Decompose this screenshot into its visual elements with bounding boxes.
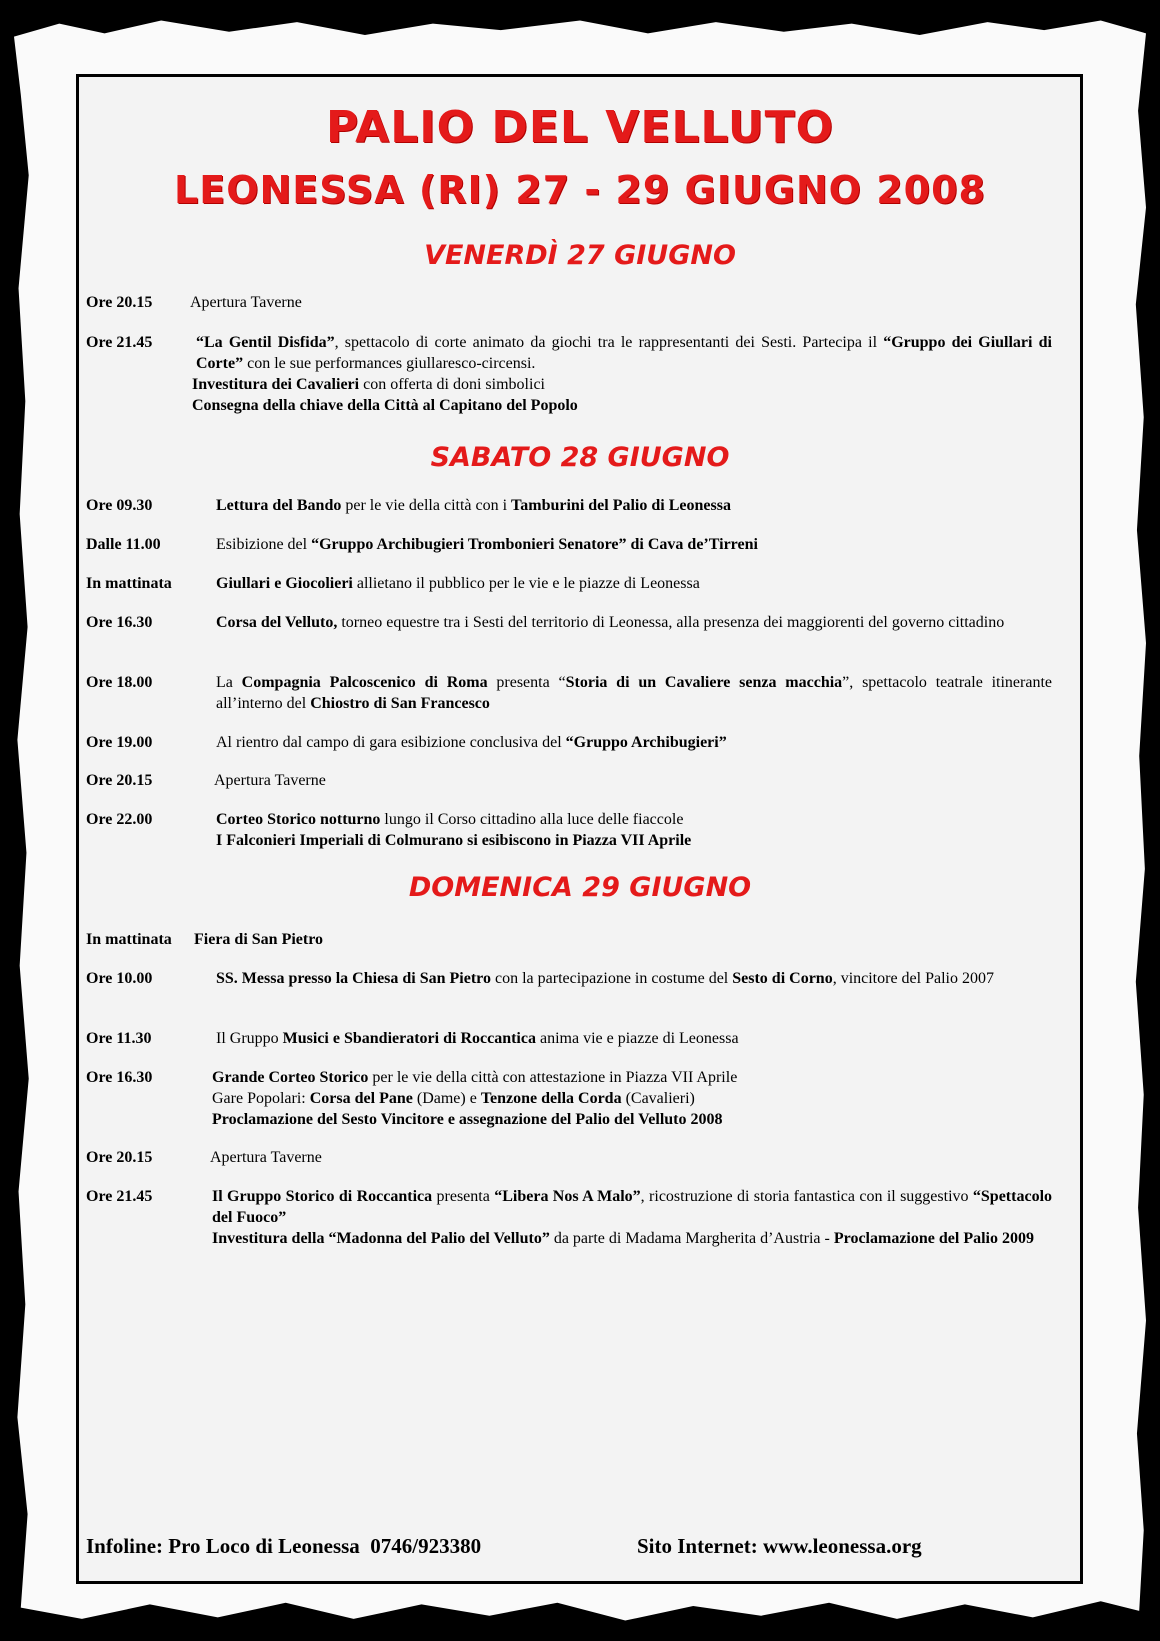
event-text: presenta — [432, 1188, 495, 1205]
event-text: ”, spettacolo teatrale itinerante all’interno del — [216, 674, 1053, 712]
event-highlight: Consegna della chiave della Città al Capitano del Popolo — [192, 397, 578, 414]
event-time: Ore 16.30 — [86, 1069, 153, 1086]
event-text: lungo il Corso cittadino alla luce delle fiaccole — [380, 811, 684, 828]
event-time: Ore 21.45 — [86, 334, 153, 351]
event-text: con la partecipazione in costume del — [491, 970, 733, 987]
event-time: Ore 18.00 — [86, 674, 153, 691]
footer — [86, 1534, 1046, 1559]
event-time: Ore 11.30 — [86, 1030, 152, 1047]
event-text: Apertura Taverne — [190, 294, 302, 311]
event-highlight: “La Gentil Disfida” — [196, 334, 335, 351]
event-time: Ore 22.00 — [86, 811, 153, 828]
event-highlight: Corsa del Pane — [309, 1090, 413, 1107]
event-time: Ore 16.30 — [86, 614, 153, 631]
event-time: Ore 10.00 — [86, 970, 153, 987]
event-highlight: Investitura della “Madonna del Palio del Velluto” — [212, 1230, 550, 1247]
event-highlight: Musici e Sbandieratori di Roccantica — [282, 1030, 536, 1047]
event-highlight: Sesto di Corno — [732, 970, 833, 987]
event-highlight: I Falconieri Imperiali di Colmurano si esibiscono in Piazza VII Aprile — [216, 832, 692, 849]
event-time: Dalle 11.00 — [86, 536, 161, 553]
event-text: con le sue performances giullaresco-circensi. — [243, 355, 536, 372]
event-highlight: Proclamazione del Palio 2009 — [833, 1230, 1034, 1247]
event-highlight: Investitura dei Cavalieri — [192, 376, 360, 393]
event-text: , vincitore del Palio 2007 — [832, 970, 994, 987]
event-text: per le vie della città con i — [341, 497, 512, 514]
event-text: , spettacolo di corte animato da giochi tra le rappresentanti dei Sesti. Partecipa il — [334, 334, 884, 351]
event-highlight: Corsa del Velluto, — [216, 614, 338, 631]
event-text: Gare Popolari: — [212, 1090, 310, 1107]
event-sun-1 — [86, 929, 1052, 950]
event-highlight: Tamburini del Palio di Leonessa — [511, 497, 731, 514]
event-text: , ricostruzione di storia fantastica con il suggestivo — [640, 1188, 973, 1205]
event-highlight: Giullari e Giocolieri — [216, 575, 353, 592]
event-text: per le vie della città con attestazione in Piazza VII Aprile — [368, 1069, 738, 1086]
event-text: Apertura Taverne — [214, 772, 326, 789]
event-sun-3 — [86, 1028, 1052, 1049]
event-text: Il Gruppo — [216, 1030, 283, 1047]
poster-title: PALIO DEL VELLUTO — [325, 102, 835, 153]
event-time: Ore 20.15 — [86, 1149, 153, 1166]
event-text: Esibizione del — [216, 536, 312, 553]
event-text: (Cavalieri) — [621, 1090, 695, 1107]
event-highlight: Chiostro di San Francesco — [310, 695, 490, 712]
day-heading-saturday: SABATO 28 GIUGNO — [430, 442, 730, 473]
event-time: Ore 20.15 — [86, 294, 153, 311]
event-sat-2 — [86, 534, 1052, 555]
event-sun-2 — [86, 968, 1052, 989]
event-highlight: “Libera Nos A Malo” — [494, 1188, 641, 1205]
event-sun-4 — [86, 1067, 1052, 1130]
event-sat-6 — [86, 732, 1052, 753]
event-highlight: Corteo Storico notturno — [216, 811, 381, 828]
event-text: torneo equestre tra i Sesti del territorio di Leonessa, alla presenza dei maggiorenti del governo cittadino — [337, 614, 1005, 631]
day-heading-sunday: DOMENICA 29 GIUGNO — [408, 872, 752, 903]
event-highlight: SS. Messa presso la Chiesa di San Pietro — [216, 970, 491, 987]
event-text: da parte di Madama Margherita d’Austria - — [549, 1230, 834, 1247]
website-text: Sito Internet: www.leonessa.org — [637, 1534, 922, 1558]
event-highlight: Grande Corteo Storico — [212, 1069, 369, 1086]
event-text: anima vie e piazze di Leonessa — [535, 1030, 739, 1047]
event-text: presenta “ — [487, 674, 566, 691]
event-highlight: Storia di un Cavaliere senza macchia — [565, 674, 843, 691]
event-highlight: Compagnia Palcoscenico di Roma — [241, 674, 488, 691]
event-text: (Dame) e — [412, 1090, 481, 1107]
event-sat-8 — [86, 809, 1052, 851]
event-text: Al rientro dal campo di gara esibizione conclusiva del — [216, 734, 566, 751]
event-sun-6 — [86, 1186, 1052, 1249]
event-time: Ore 20.15 — [86, 772, 153, 789]
event-time: Ore 21.45 — [86, 1188, 153, 1205]
event-highlight: Lettura del Bando — [216, 497, 342, 514]
event-highlight: “Gruppo dei Giullari di Corte” — [196, 334, 1053, 372]
event-highlight: “Spettacolo del Fuoco” — [212, 1188, 1053, 1226]
event-highlight: Tenzone della Corda — [480, 1090, 622, 1107]
event-highlight: Proclamazione del Sesto Vincitore e assegnazione del Palio del Velluto 2008 — [212, 1111, 723, 1128]
event-highlight: Fiera di San Pietro — [194, 931, 324, 948]
event-sat-7 — [86, 770, 1052, 791]
event-sat-3 — [86, 573, 1052, 594]
event-highlight: Il Gruppo Storico di Roccantica — [212, 1188, 433, 1205]
event-time: In mattinata — [86, 575, 172, 592]
event-highlight: “Gruppo Archibugieri” — [565, 734, 727, 751]
event-time: In mattinata — [86, 931, 172, 948]
event-text: con offerta di doni simbolici — [359, 376, 545, 393]
event-time: Ore 09.30 — [86, 497, 153, 514]
event-sat-1 — [86, 495, 1052, 516]
day-heading-friday: VENERDÌ 27 GIUGNO — [424, 240, 736, 271]
event-sun-5 — [86, 1147, 1052, 1168]
event-highlight: “Gruppo Archibugieri Trombonieri Senatore” di Cava de’Tirreni — [311, 536, 758, 553]
event-sat-4 — [86, 612, 1052, 633]
event-sat-5 — [86, 672, 1052, 714]
event-fri-1 — [86, 292, 1052, 313]
infoline-text: Infoline: Pro Loco di Leonessa 0746/923380 — [86, 1534, 482, 1558]
event-time: Ore 19.00 — [86, 734, 153, 751]
event-text: La — [216, 674, 242, 691]
poster-subtitle: LEONESSA (RI) 27 - 29 GIUGNO 2008 — [174, 168, 986, 212]
event-text: allietano il pubblico per le vie e le piazze di Leonessa — [352, 575, 700, 592]
event-fri-2 — [86, 332, 1052, 416]
event-text: Apertura Taverne — [210, 1149, 322, 1166]
